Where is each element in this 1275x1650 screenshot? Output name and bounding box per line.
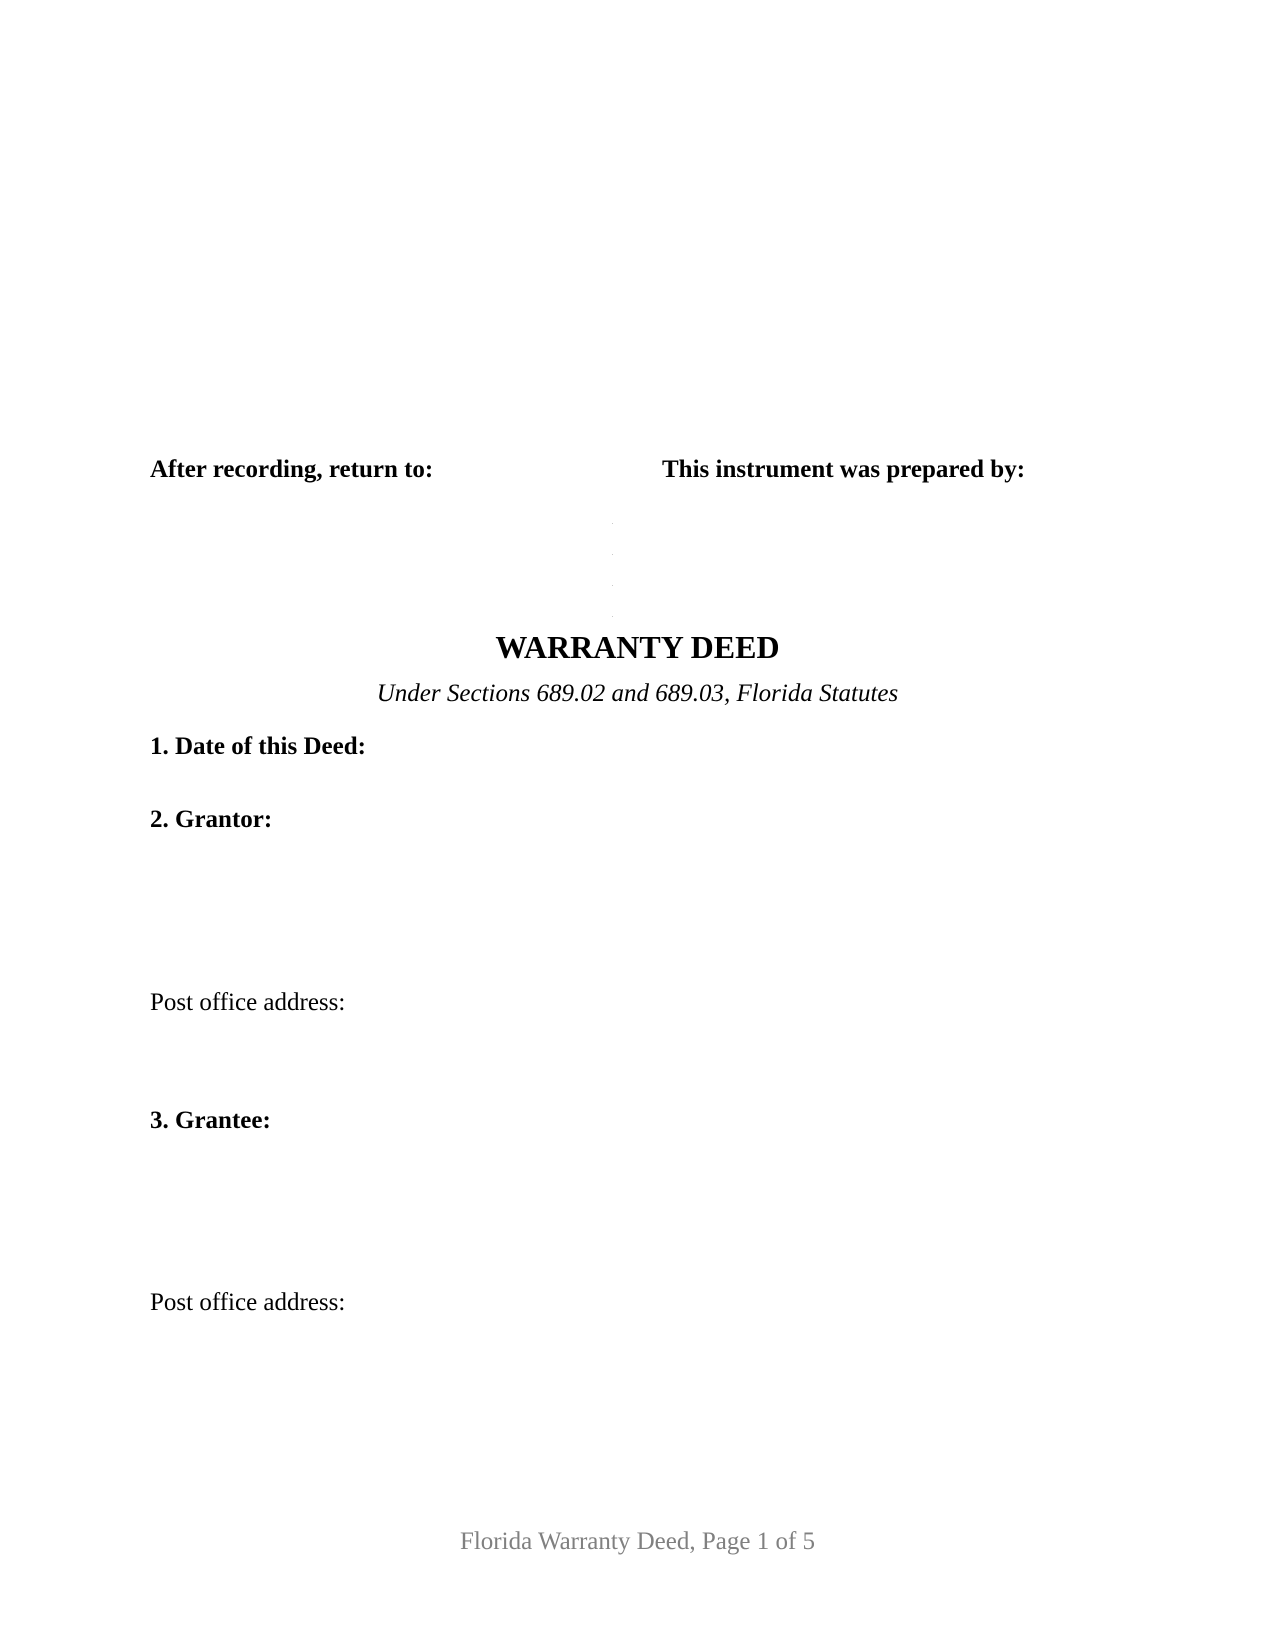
grantee-post-office-address-label: Post office address:	[150, 1289, 346, 1316]
page-footer: Florida Warranty Deed, Page 1 of 5	[459, 1528, 816, 1555]
separator-dot	[612, 554, 613, 555]
date-of-deed-label: 1. Date of this Deed:	[150, 733, 366, 760]
document-subtitle: Under Sections 689.02 and 689.03, Florida Statutes	[376, 680, 899, 707]
prepared-by-label: This instrument was prepared by:	[662, 456, 1026, 483]
grantor-post-office-address-label: Post office address:	[150, 989, 346, 1016]
grantee-label: 3. Grantee:	[150, 1107, 271, 1134]
separator-dot	[612, 523, 613, 524]
return-to-label: After recording, return to:	[150, 456, 434, 483]
separator-dot	[612, 585, 613, 586]
document-title: WARRANTY DEED	[495, 629, 780, 665]
grantor-label: 2. Grantor:	[150, 806, 273, 833]
separator-dot	[612, 616, 613, 617]
